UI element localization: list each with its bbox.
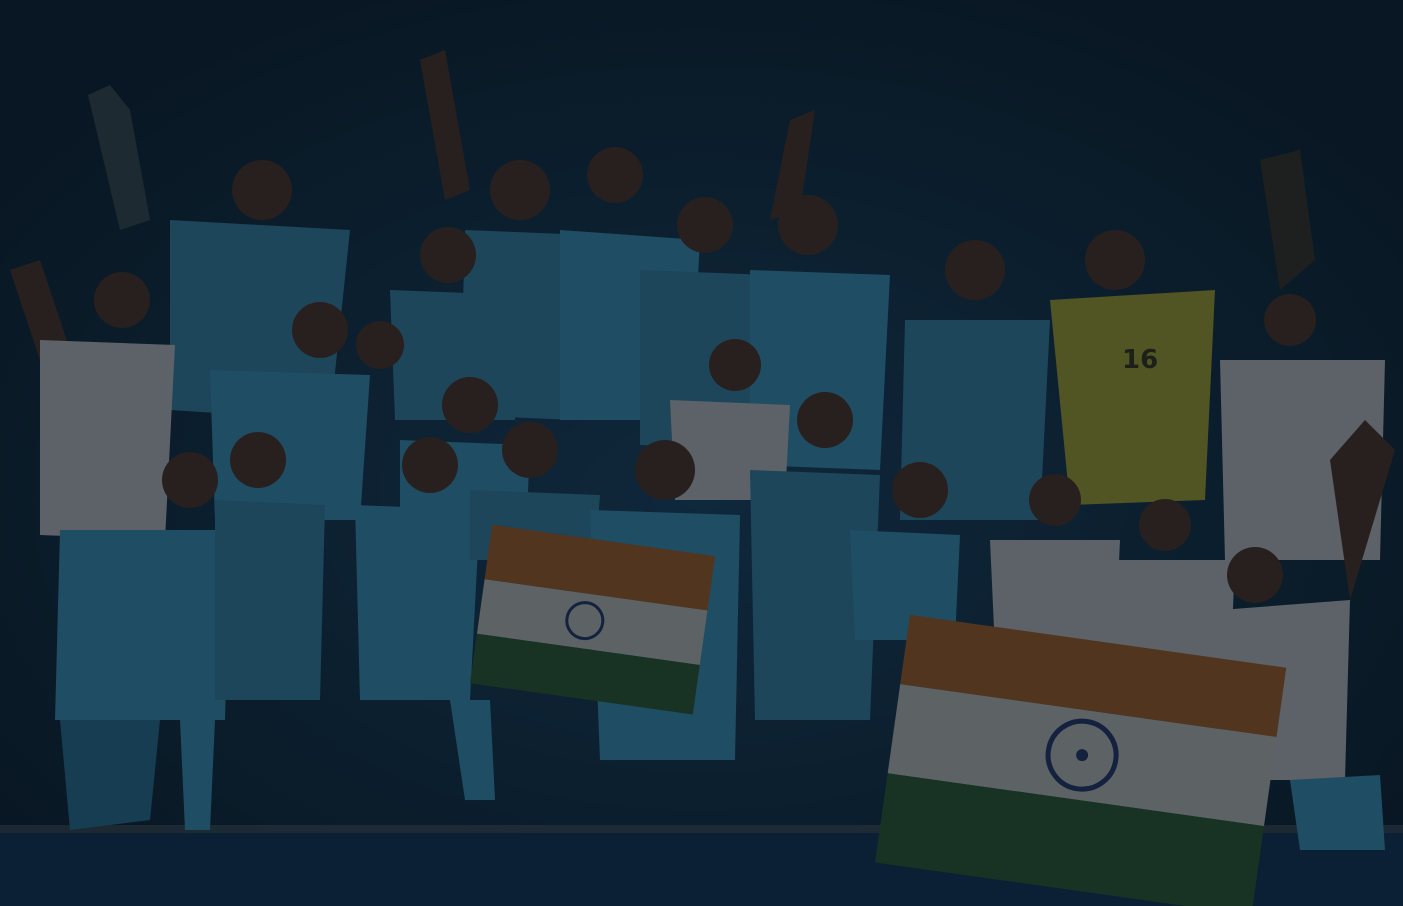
flag-small	[470, 525, 715, 715]
keeper-number: 16	[1122, 345, 1159, 375]
player-mid-3	[356, 321, 404, 369]
